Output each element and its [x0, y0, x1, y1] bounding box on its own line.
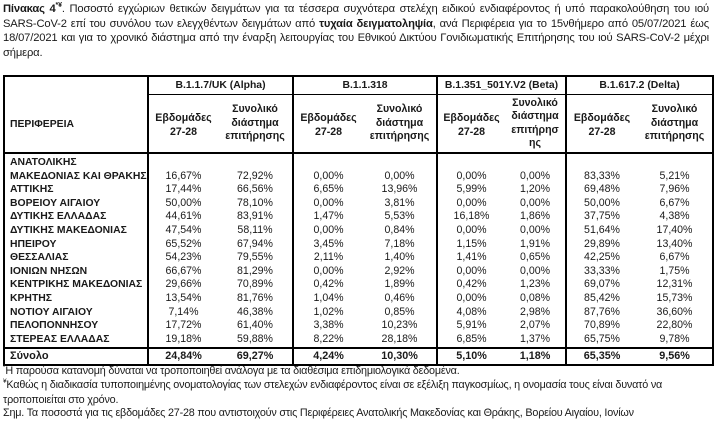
group-header-b11318: B.1.1.318	[293, 76, 437, 95]
weeks-percentage-cell: 3,45%	[293, 238, 363, 252]
weeks-percentage-cell: 0,00%	[437, 265, 505, 279]
total-period-percentage-cell: 7,96%	[637, 183, 713, 197]
total-period-percentage-cell: 2,07%	[505, 319, 566, 333]
weeks-percentage-cell: 6,65%	[293, 183, 363, 197]
weeks-percentage-cell: 0,42%	[293, 278, 363, 292]
caption-text-bold: τυχαία δειγματοληψία	[319, 17, 433, 30]
table-row	[4, 197, 713, 211]
weeks-percentage-cell: 1,02%	[293, 306, 363, 320]
total-period-percentage-cell: 1,23%	[505, 278, 566, 292]
weeks-percentage-cell: 87,76%	[566, 306, 637, 320]
total-period-percentage-cell: 10,23%	[363, 319, 437, 333]
total-period-percentage-cell: 2,98%	[505, 306, 566, 320]
weeks-percentage-cell: 7,14%	[148, 306, 218, 320]
total-period-percentage-cell: 1,75%	[637, 265, 713, 279]
region-name: ΝΟΤΙΟΥ ΑΙΓΑΙΟΥ	[4, 306, 148, 320]
region-name: ΔΥΤΙΚΗΣ ΕΛΛΑΔΑΣ	[4, 210, 148, 224]
table-row	[4, 306, 713, 320]
table-row	[4, 238, 713, 252]
weeks-percentage-cell: 0,00%	[437, 170, 505, 184]
weeks-percentage-cell: 1,41%	[437, 251, 505, 265]
weeks-percentage-cell: 29,66%	[148, 278, 218, 292]
region-name: ΚΕΝΤΡΙΚΗΣ ΜΑΚΕΔΟΝΙΑΣ	[4, 278, 148, 292]
weeks-percentage-cell: 0,42%	[437, 278, 505, 292]
subheader-weeks: Εβδομάδες 27-28	[566, 95, 637, 154]
weeks-percentage-cell: 17,72%	[148, 319, 218, 333]
total-period-percentage-cell: 1,91%	[505, 238, 566, 252]
empty-cell	[505, 153, 566, 170]
footnote-mark: *	[3, 364, 6, 371]
region-name: ΚΡΗΤΗΣ	[4, 292, 148, 306]
total-period-percentage-cell: 0,85%	[363, 306, 437, 320]
caption-text-2: , ανά Περιφέρεια για το 15νθήμερο από 05/07/2021 έως 18/07/2021 και για το χρονικό διάστημα από την έναρξη λειτουργίας του Εθνικού Δικτύου Γονιδιωματικής Επιτήρησης του ιού SARS-CoV-2 μέχρι σήμερα.	[3, 17, 709, 59]
total-period-percentage-cell: 5,21%	[637, 170, 713, 184]
subheader-weeks: Εβδομάδες 27-28	[437, 95, 505, 154]
total-period-percentage-cell: 81,76%	[218, 292, 293, 306]
total-row	[4, 348, 713, 365]
weeks-percentage-cell: 0,00%	[437, 292, 505, 306]
weeks-percentage-cell: 47,54%	[148, 224, 218, 238]
weeks-percentage-cell: 5,91%	[437, 319, 505, 333]
subheader-total-period: Συνολικό διάστημα επιτήρησης	[637, 95, 713, 154]
weeks-percentage-cell: 17,44%	[148, 183, 218, 197]
total-period-percentage-cell: 0,00%	[505, 224, 566, 238]
region-name: ΙΟΝΙΩΝ ΝΗΣΩΝ	[4, 265, 148, 279]
total-period-percentage-cell: 22,80%	[637, 319, 713, 333]
total-period-percentage-cell: 2,92%	[363, 265, 437, 279]
footnote-2: ¥Καθώς η διαδικασία τυποποιημένης ονοματολογίας των στελεχών ενδιαφέροντος είναι σε εξέλιξη παγκοσμίως, η ονομασία τους είναι δυνατό να τροποποιείται στο χρόνο.	[3, 378, 663, 406]
weeks-percentage-cell: 1,47%	[293, 210, 363, 224]
weeks-percentage-cell: 33,33%	[566, 265, 637, 279]
total-period-percentage-cell: 3,81%	[363, 197, 437, 211]
region-name: ΒΟΡΕΙΟΥ ΑΙΓΑΙΟΥ	[4, 197, 148, 211]
total-period-percentage-cell: 0,00%	[505, 197, 566, 211]
subheader-weeks: Εβδομάδες 27-28	[293, 95, 363, 154]
weeks-percentage-cell: 6,85%	[437, 333, 505, 349]
weeks-percentage-cell: 8,22%	[293, 333, 363, 349]
total-period-percentage-cell: 6,67%	[637, 251, 713, 265]
weeks-percentage-cell: 70,89%	[566, 319, 637, 333]
total-period-percentage-cell: 13,96%	[363, 183, 437, 197]
weeks-percentage-cell: 1,15%	[437, 238, 505, 252]
total-period-percentage-cell: 1,20%	[505, 183, 566, 197]
empty-cell	[363, 153, 437, 170]
weeks-percentage-cell: 0,00%	[293, 265, 363, 279]
table-row	[4, 251, 713, 265]
total-period-percentage-cell: 0,00%	[363, 170, 437, 184]
total-period-percentage-cell: 67,94%	[218, 238, 293, 252]
total-percentage-cell: 5,10%	[437, 348, 505, 365]
weeks-percentage-cell: 83,33%	[566, 170, 637, 184]
total-period-percentage-cell: 1,89%	[363, 278, 437, 292]
weeks-percentage-cell: 42,25%	[566, 251, 637, 265]
table-caption	[3, 2, 709, 60]
total-period-percentage-cell: 1,86%	[505, 210, 566, 224]
total-period-percentage-cell: 6,67%	[637, 197, 713, 211]
weeks-percentage-cell: 65,52%	[148, 238, 218, 252]
region-column-header: ΠΕΡΙΦΕΡΕΙΑ	[4, 76, 148, 153]
total-percentage-cell: 9,56%	[637, 348, 713, 365]
total-period-percentage-cell: 7,18%	[363, 238, 437, 252]
group-header-alpha: B.1.1.7/UK (Alpha)	[148, 76, 293, 95]
weeks-percentage-cell: 54,23%	[148, 251, 218, 265]
weeks-percentage-cell: 19,18%	[148, 333, 218, 349]
total-period-percentage-cell: 70,89%	[218, 278, 293, 292]
total-period-percentage-cell: 0,65%	[505, 251, 566, 265]
total-label: Σύνολο	[4, 348, 148, 365]
total-period-percentage-cell: 0,00%	[505, 265, 566, 279]
region-name: ΠΕΛΟΠΟΝΝΗΣΟΥ	[4, 319, 148, 333]
total-period-percentage-cell: 0,84%	[363, 224, 437, 238]
table-row	[4, 224, 713, 238]
total-percentage-cell: 24,84%	[148, 348, 218, 365]
weeks-percentage-cell: 69,48%	[566, 183, 637, 197]
group-header-beta: B.1.351_501Y.V2 (Beta)	[437, 76, 566, 95]
total-period-percentage-cell: 17,40%	[637, 224, 713, 238]
total-period-percentage-cell: 59,88%	[218, 333, 293, 349]
table-body	[4, 153, 713, 365]
subheader-total-period: Συνολικό διάστημα επιτήρησης	[363, 95, 437, 154]
table-row	[4, 170, 713, 184]
total-period-percentage-cell: 79,55%	[218, 251, 293, 265]
total-percentage-cell: 1,18%	[505, 348, 566, 365]
total-period-percentage-cell: 15,73%	[637, 292, 713, 306]
caption-text-1: . Ποσοστό εγχώριων θετικών δειγμάτων για τα τέσσερα συχνότερα στελέχη ειδικού ενδιαφέροντος ή υπό παρακολούθηση του ιού SARS-CoV-2 επί του συνόλου των ελεγχθέντων δειγμάτων από	[3, 3, 709, 30]
total-period-percentage-cell: 66,56%	[218, 183, 293, 197]
weeks-percentage-cell: 1,04%	[293, 292, 363, 306]
empty-cell	[148, 153, 218, 170]
caption-label: Πίνακας 4*¥	[3, 2, 62, 15]
total-percentage-cell: 65,35%	[566, 348, 637, 365]
empty-cell	[293, 153, 363, 170]
table-row	[4, 265, 713, 279]
weeks-percentage-cell: 3,38%	[293, 319, 363, 333]
weeks-percentage-cell: 2,11%	[293, 251, 363, 265]
total-period-percentage-cell: 83,91%	[218, 210, 293, 224]
empty-cell	[218, 153, 293, 170]
weeks-percentage-cell: 0,00%	[293, 170, 363, 184]
footnote-mark: ¥	[3, 378, 7, 385]
empty-cell	[566, 153, 637, 170]
subheader-total-period: Συνολικό διάστημα επιτήρησ ης	[505, 95, 566, 154]
variants-by-region-table	[3, 75, 714, 366]
weeks-percentage-cell: 16,67%	[148, 170, 218, 184]
region-name: ΑΝΑΤΟΛΙΚΗΣ	[4, 153, 148, 170]
region-name: ΑΤΤΙΚΗΣ	[4, 183, 148, 197]
table-row	[4, 292, 713, 306]
total-period-percentage-cell: 1,40%	[363, 251, 437, 265]
weeks-percentage-cell: 85,42%	[566, 292, 637, 306]
total-period-percentage-cell: 28,18%	[363, 333, 437, 349]
weeks-percentage-cell: 29,89%	[566, 238, 637, 252]
table-row	[4, 183, 713, 197]
total-percentage-cell: 4,24%	[293, 348, 363, 365]
empty-cell	[437, 153, 505, 170]
footnote-note: Σημ. Τα ποσοστά για τις εβδομάδες 27-28 που αντιστοιχούν στις Περιφέρειες Ανατολικής Μακεδονίας και Θράκης, Βορείου Αιγαίου, Ιονίων	[3, 407, 634, 419]
table-row	[4, 319, 713, 333]
weeks-percentage-cell: 5,99%	[437, 183, 505, 197]
region-name: ΜΑΚΕΔΟΝΙΑΣ ΚΑΙ ΘΡΑΚΗΣ	[4, 170, 148, 184]
weeks-percentage-cell: 4,08%	[437, 306, 505, 320]
subheader-total-period: Συνολικό διάστημα επιτήρησης	[218, 95, 293, 154]
weeks-percentage-cell: 0,00%	[293, 224, 363, 238]
weeks-percentage-cell: 51,64%	[566, 224, 637, 238]
total-period-percentage-cell: 9,78%	[637, 333, 713, 349]
region-name: ΣΤΕΡΕΑΣ ΕΛΛΑΔΑΣ	[4, 333, 148, 349]
region-name: ΔΥΤΙΚΗΣ ΜΑΚΕΔΟΝΙΑΣ	[4, 224, 148, 238]
table-row	[4, 278, 713, 292]
empty-cell	[637, 153, 713, 170]
total-period-percentage-cell: 61,40%	[218, 319, 293, 333]
footnote-1: *Η παρούσα κατανομή δύναται να τροποποιηθεί ανάλογα με τα διαθέσιμα επιδημιολογικά δεδομένα.	[3, 364, 460, 377]
weeks-percentage-cell: 37,75%	[566, 210, 637, 224]
total-period-percentage-cell: 36,60%	[637, 306, 713, 320]
total-period-percentage-cell: 1,37%	[505, 333, 566, 349]
weeks-percentage-cell: 16,18%	[437, 210, 505, 224]
total-percentage-cell: 69,27%	[218, 348, 293, 365]
weeks-percentage-cell: 0,00%	[293, 197, 363, 211]
weeks-percentage-cell: 65,75%	[566, 333, 637, 349]
total-period-percentage-cell: 72,92%	[218, 170, 293, 184]
total-period-percentage-cell: 0,46%	[363, 292, 437, 306]
group-header-delta: B.1.617.2 (Delta)	[566, 76, 713, 95]
subheader-weeks: Εβδομάδες 27-28	[148, 95, 218, 154]
total-period-percentage-cell: 81,29%	[218, 265, 293, 279]
weeks-percentage-cell: 50,00%	[566, 197, 637, 211]
total-period-percentage-cell: 0,00%	[505, 170, 566, 184]
weeks-percentage-cell: 44,61%	[148, 210, 218, 224]
total-period-percentage-cell: 78,10%	[218, 197, 293, 211]
total-period-percentage-cell: 58,11%	[218, 224, 293, 238]
total-period-percentage-cell: 46,38%	[218, 306, 293, 320]
weeks-percentage-cell: 0,00%	[437, 197, 505, 211]
table-row	[4, 210, 713, 224]
table-row-name-line	[4, 153, 713, 170]
total-period-percentage-cell: 4,38%	[637, 210, 713, 224]
region-name: ΗΠΕΙΡΟΥ	[4, 238, 148, 252]
weeks-percentage-cell: 66,67%	[148, 265, 218, 279]
weeks-percentage-cell: 69,07%	[566, 278, 637, 292]
total-period-percentage-cell: 13,40%	[637, 238, 713, 252]
total-percentage-cell: 10,30%	[363, 348, 437, 365]
weeks-percentage-cell: 13,54%	[148, 292, 218, 306]
total-period-percentage-cell: 0,08%	[505, 292, 566, 306]
total-period-percentage-cell: 5,53%	[363, 210, 437, 224]
table-row	[4, 333, 713, 349]
weeks-percentage-cell: 0,00%	[437, 224, 505, 238]
weeks-percentage-cell: 50,00%	[148, 197, 218, 211]
total-period-percentage-cell: 12,31%	[637, 278, 713, 292]
region-name: ΘΕΣΣΑΛΙΑΣ	[4, 251, 148, 265]
